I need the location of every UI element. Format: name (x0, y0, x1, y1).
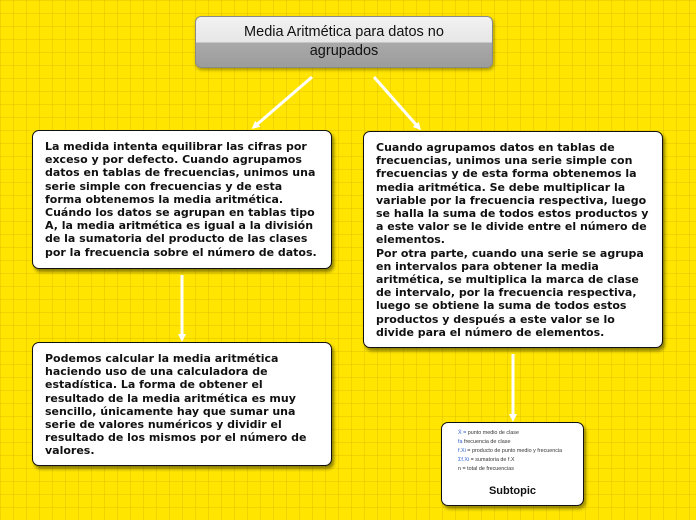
legend-line: X̄ = punto medio de clase (458, 430, 519, 436)
legend-line: f.Xi = producto de punto medio y frecuencia (458, 448, 563, 454)
legend-line: fa frecuencia de clase (458, 439, 511, 445)
topic-definition-text: La medida intenta equilibrar las cifras por exceso y por defecto. Cuando agrupamos datos en tablas de frecuencias, unimos una serie simple con frecuencias y de esta forma obtenemos la media aritmética. Cuándo los datos se agrupan en tablas tipo A, la media aritmética es igual a la división de la sumatoria del producto de las clases por la frecuencia sobre el número de datos. (45, 140, 317, 259)
subtopic-label: Subtopic (488, 485, 537, 497)
central-topic-label: Media Aritmética para datos no agrupados (244, 24, 444, 59)
topic-grouped-data-text-2: Por otra parte, cuando una serie se agrupa en intervalos para obtener la media aritmética, se multiplica la marca de clase de intervalo, por la frecuencia respectiva, luego se obtiene la suma de todos estos productos y después a este valor se lo divide para el número de elementos. (376, 246, 644, 339)
arrow-title-to-left (254, 77, 312, 127)
arrow-title-to-right (374, 77, 419, 128)
topic-calculation-text: Podemos calcular la media aritmética haciendo uso de una calculadora de estadística. La forma de obtener el resultado de la media aritmética es muy sencillo, únicamente hay que sumar una serie de valores numéricos y dividir el resultado de los mismos por el número de valores. (45, 352, 307, 458)
topic-grouped-data-text-1: Cuando agrupamos datos en tablas de frecuencias, unimos una serie simple con frecuencias y de esta forma obtenemos la media aritmética. Se debe multiplicar la variable por la frecuencia respectiva, luego se halla la suma de todos estos productos y a este valor se le divide entre el número de elementos. (376, 141, 649, 247)
legend-line: Σf.Xi = sumatoria de f.X (458, 457, 515, 463)
subtopic-node[interactable] (441, 422, 584, 506)
central-topic[interactable] (195, 16, 493, 68)
topic-grouped-data[interactable] (363, 131, 663, 348)
topic-calculation[interactable] (32, 342, 332, 466)
topic-definition[interactable] (32, 130, 332, 269)
legend-line: n = total de frecuencias (458, 466, 514, 472)
